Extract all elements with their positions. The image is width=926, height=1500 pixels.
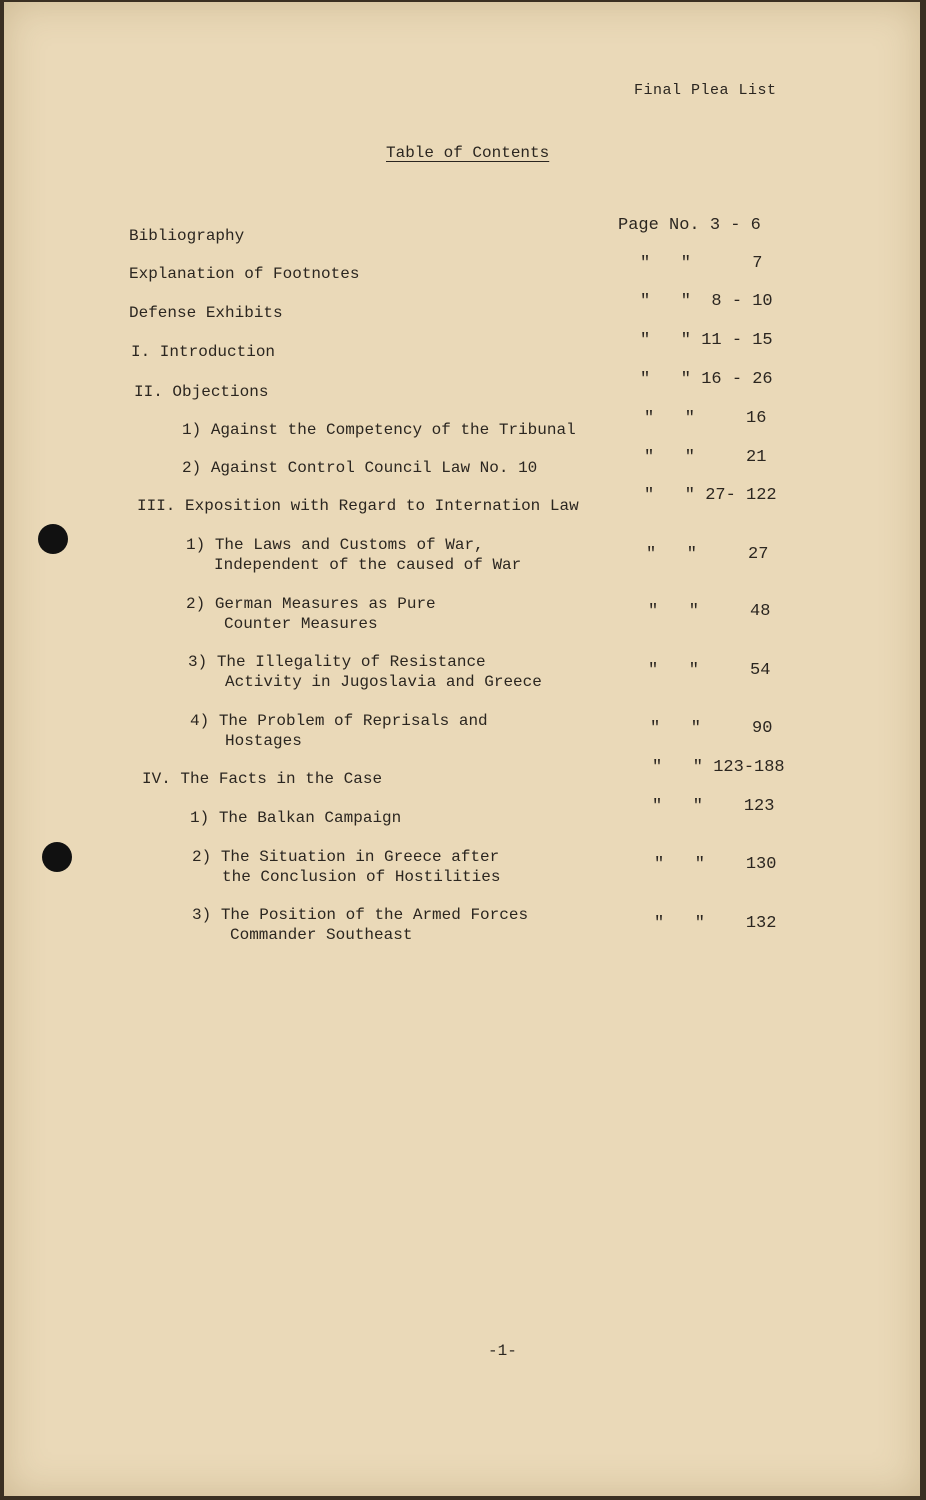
toc-label: Explanation of Footnotes bbox=[129, 265, 360, 283]
toc-page: Page No. 3 - 6 bbox=[618, 216, 761, 235]
toc-entry bbox=[129, 226, 244, 246]
toc-label: Bibliography bbox=[129, 227, 245, 245]
toc-label-continued: Counter Measures bbox=[224, 615, 378, 633]
toc-label: The Problem of Reprisals and bbox=[218, 712, 488, 730]
toc-label: The Balkan Campaign bbox=[218, 809, 402, 827]
toc-label: II. Objections bbox=[134, 383, 269, 401]
toc-entry bbox=[190, 808, 401, 828]
toc-entry bbox=[186, 535, 521, 575]
toc-label: I. Introduction bbox=[131, 343, 276, 361]
toc-number: 2) bbox=[186, 595, 206, 613]
toc-label-continued: Hostages bbox=[225, 732, 302, 750]
toc-label: The Laws and Customs of War, bbox=[214, 536, 484, 554]
toc-label: Against the Competency of the Tribunal bbox=[210, 421, 576, 439]
toc-label: Defense Exhibits bbox=[129, 304, 283, 322]
toc-entry bbox=[188, 652, 542, 692]
toc-label: Against Control Council Law No. 10 bbox=[210, 459, 538, 477]
toc-number: 1) bbox=[182, 421, 202, 439]
toc-number: 2) bbox=[182, 459, 202, 477]
toc-page: " " 8 - 10 bbox=[640, 292, 773, 311]
toc-entry bbox=[182, 458, 537, 478]
toc-entry bbox=[129, 303, 283, 323]
document-page bbox=[4, 2, 920, 1496]
toc-page: " " 27- 122 bbox=[644, 486, 777, 505]
toc-number: 3) bbox=[188, 653, 208, 671]
toc-entry bbox=[142, 769, 382, 789]
toc-entry bbox=[131, 342, 275, 362]
toc-entry bbox=[137, 496, 579, 516]
toc-page: " " 11 - 15 bbox=[640, 331, 773, 350]
toc-label: The Illegality of Resistance bbox=[216, 653, 486, 671]
toc-number: 4) bbox=[190, 712, 210, 730]
toc-page: " " 7 bbox=[640, 254, 763, 273]
page-number: -1- bbox=[488, 1342, 517, 1360]
toc-number: 2) bbox=[192, 848, 212, 866]
toc-page: " " 123-188 bbox=[652, 758, 785, 777]
toc-label-continued: the Conclusion of Hostilities bbox=[222, 868, 501, 886]
toc-entry bbox=[192, 905, 528, 945]
toc-page: " " 21 bbox=[644, 448, 767, 467]
page-title: Table of Contents bbox=[386, 144, 550, 162]
toc-entry bbox=[129, 264, 359, 284]
toc-page: " " 48 bbox=[648, 602, 771, 621]
toc-entry bbox=[186, 594, 436, 634]
toc-page: " " 16 - 26 bbox=[640, 370, 773, 389]
toc-number: 1) bbox=[190, 809, 210, 827]
toc-entry bbox=[182, 420, 576, 440]
toc-label-continued: Commander Southeast bbox=[230, 926, 413, 944]
punch-hole bbox=[38, 524, 68, 554]
toc-entry bbox=[192, 847, 500, 887]
toc-entry bbox=[190, 711, 488, 751]
toc-page: " " 90 bbox=[650, 719, 773, 738]
toc-page: " " 132 bbox=[654, 914, 777, 933]
document-header: Final Plea List bbox=[634, 82, 777, 99]
toc-page: " " 54 bbox=[648, 661, 771, 680]
toc-label: III. Exposition with Regard to Internation Law bbox=[137, 497, 579, 515]
toc-page: " " 16 bbox=[644, 409, 767, 428]
toc-label: The Position of the Armed Forces bbox=[220, 906, 529, 924]
toc-label-continued: Independent of the caused of War bbox=[214, 556, 522, 574]
toc-label-continued: Activity in Jugoslavia and Greece bbox=[225, 673, 542, 691]
toc-page: " " 27 bbox=[646, 545, 769, 564]
punch-hole bbox=[42, 842, 72, 872]
toc-number: 3) bbox=[192, 906, 212, 924]
toc-page: " " 123 bbox=[652, 797, 775, 816]
toc-number: 1) bbox=[186, 536, 206, 554]
toc-label: The Situation in Greece after bbox=[220, 848, 500, 866]
toc-entry bbox=[134, 382, 268, 402]
toc-page: " " 130 bbox=[654, 855, 777, 874]
toc-label: German Measures as Pure bbox=[214, 595, 436, 613]
toc-label: IV. The Facts in the Case bbox=[142, 770, 383, 788]
